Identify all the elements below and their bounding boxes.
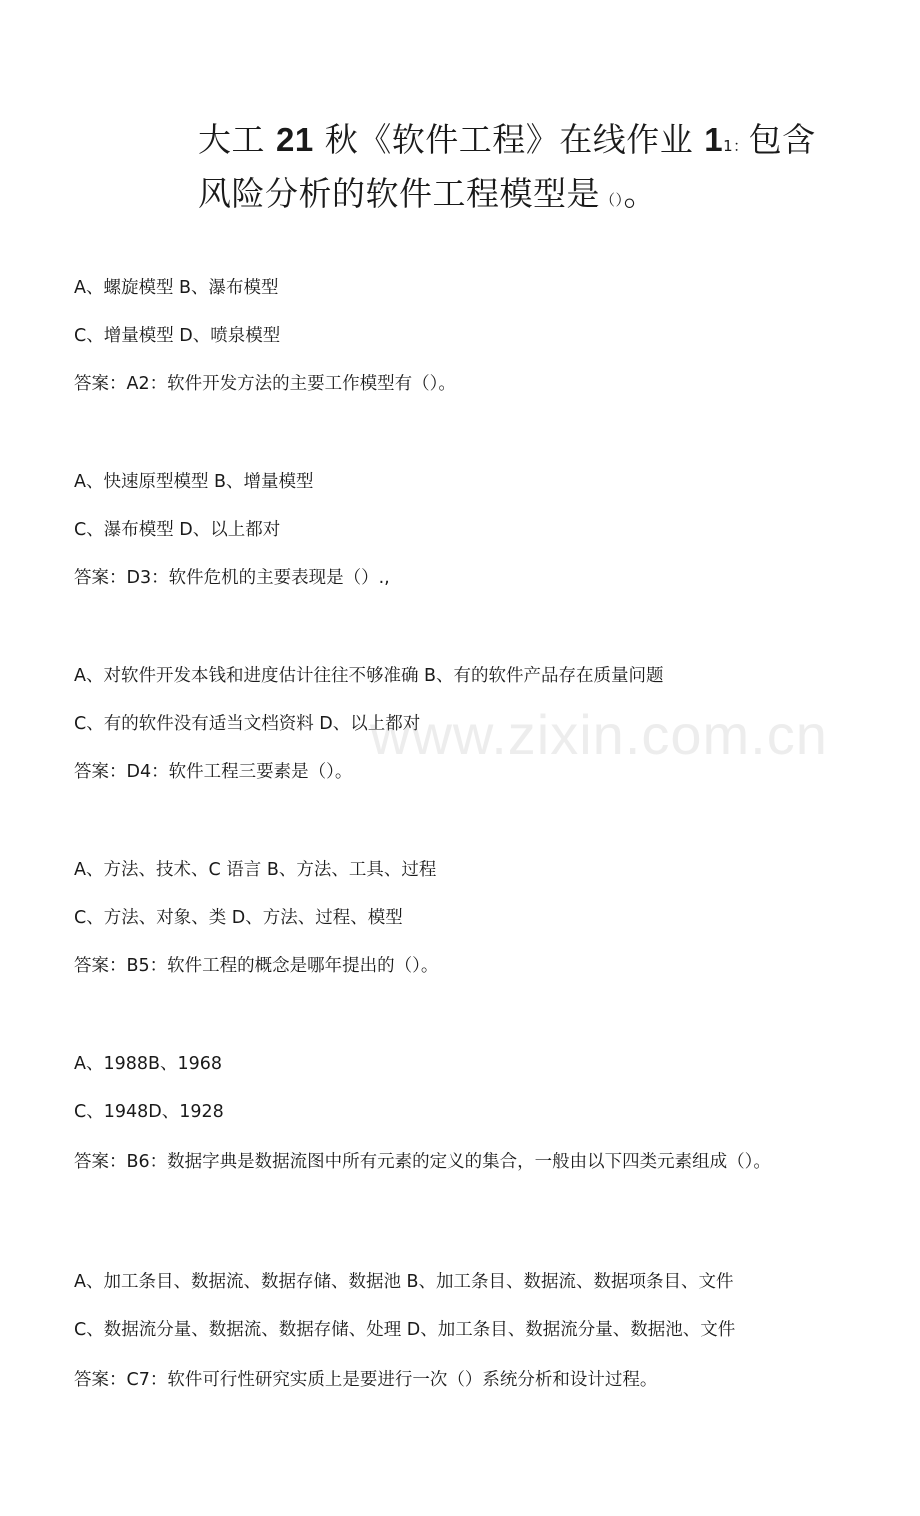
- title-question-number: 1：: [723, 137, 749, 155]
- title-part-1: 大工: [198, 120, 265, 159]
- q1-answer-q2-question: 答案：A2：软件开发方法的主要工作模型有（）。: [74, 374, 456, 394]
- q1-options-cd: C、增量模型 D、喷泉模型: [74, 326, 281, 346]
- q2-options-ab: A、快速原型模型 B、增量模型: [74, 472, 314, 492]
- q5-options-cd: C、1948D、1928: [74, 1102, 224, 1122]
- q4-options-ab: A、方法、技术、C 语言 B、方法、工具、过程: [74, 860, 437, 880]
- q2-answer-q3-question: 答案：D3：软件危机的主要表现是（）.,: [74, 568, 390, 588]
- q3-answer-q4-question: 答案：D4：软件工程三要素是（）。: [74, 762, 353, 782]
- title-number-1: 1: [704, 121, 724, 158]
- q1-options-ab: A、螺旋模型 B、瀑布模型: [74, 278, 279, 298]
- q3-options-ab: A、对软件开发本钱和进度估计往往不够准确 B、有的软件产品存在质量问题: [74, 666, 664, 686]
- title-part-2: 秋《软件工程》在线作业: [324, 120, 694, 159]
- title-part-3: 包含风险分析的软件工程模型是: [198, 120, 816, 213]
- title-paren: （）: [600, 191, 624, 209]
- q6-options-cd: C、数据流分量、数据流、数据存储、处理 D、加工条目、数据流分量、数据池、文件: [74, 1320, 736, 1340]
- document-title: [198, 116, 848, 224]
- q4-options-cd: C、方法、对象、类 D、方法、过程、模型: [74, 908, 403, 928]
- q5-answer-q6-question: 答案：B6：数据字典是数据流图中所有元素的定义的集合，一般由以下四类元素组成（）。: [74, 1152, 771, 1172]
- title-number-21: 21: [276, 121, 314, 158]
- q6-answer-q7-question: 答案：C7：软件可行性研究实质上是要进行一次（）系统分析和设计过程。: [74, 1370, 658, 1390]
- q2-options-cd: C、瀑布模型 D、以上都对: [74, 520, 281, 540]
- title-end: 。: [623, 174, 658, 213]
- watermark: www.zixin.com.cn: [370, 703, 828, 766]
- q5-options-ab: A、1988B、1968: [74, 1054, 223, 1074]
- q3-options-cd: C、有的软件没有适当文档资料 D、以上都对: [74, 714, 421, 734]
- q6-options-ab: A、加工条目、数据流、数据存储、数据池 B、加工条目、数据流、数据项条目、文件: [74, 1272, 734, 1292]
- q4-answer-q5-question: 答案：B5：软件工程的概念是哪年提出的（）。: [74, 956, 439, 976]
